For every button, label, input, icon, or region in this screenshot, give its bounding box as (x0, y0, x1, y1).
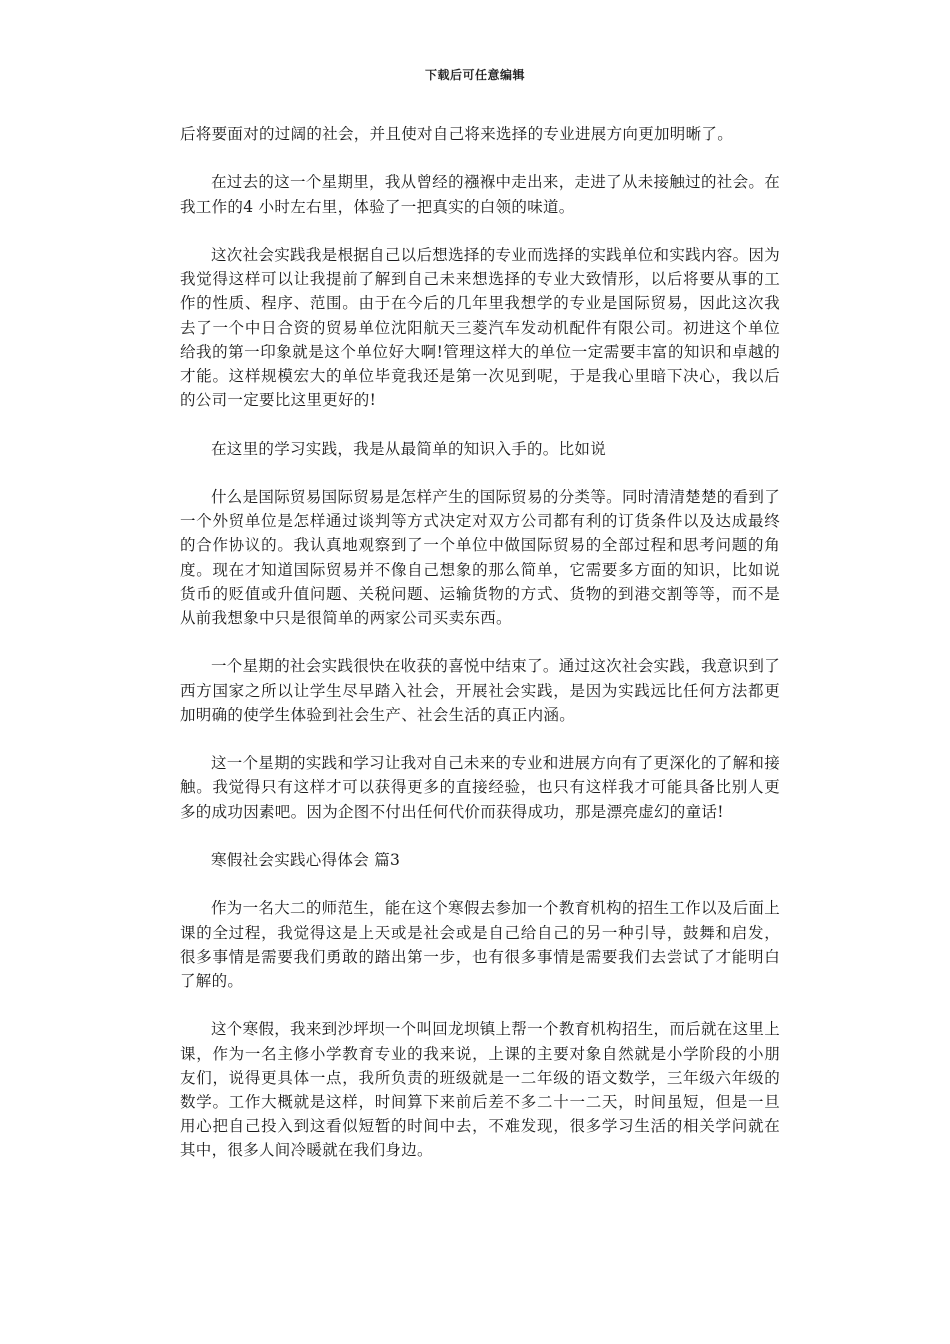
document-body (180, 122, 780, 1187)
paragraph: 作为一名大二的师范生，能在这个寒假去参加一个教育机构的招生工作以及后面上课的全过程，我觉得这是上天或是社会或是自己给自己的另一种引导，鼓舞和启发，很多事情是需要我们勇敢的踏出第一步，也有很多事情是需要我们去尝试了才能明白了解的。 (180, 899, 780, 990)
paragraph: 这个寒假，我来到沙坪坝一个叫回龙坝镇上帮一个教育机构招生，而后就在这里上课，作为一名主修小学教育专业的我来说，上课的主要对象自然就是小学阶段的小朋友们，说得更具体一点，我所负责的班级就是一二年级的语文数学，三年级六年级的数学。工作大概就是这样，时间算下来前后差不多二十一二天，时间虽短，但是一旦用心把自己投入到这看似短暂的时间中去，不难发现，很多学习生活的相关学问就在其中，很多人间冷暖就在我们身边。 (180, 1020, 780, 1160)
paragraph: 什么是国际贸易国际贸易是怎样产生的国际贸易的分类等。同时清清楚楚的看到了一个外贸单位是怎样通过谈判等方式决定对双方公司都有利的订货条件以及达成最终的合作协议的。我认真地观察到了一个单位中做国际贸易的全部过程和思考问题的角度。现在才知道国际贸易并不像自己想象的那么简单，它需要多方面的知识，比如说货币的贬值或升值问题、关税问题、运输货物的方式、货物的到港交割等等，而不是从前我想象中只是很简单的两家公司买卖东西。 (180, 487, 780, 627)
page-header: 下载后可任意编辑 (424, 68, 525, 82)
paragraph-continuation: 后将要面对的过阔的社会，并且使对自己将来选择的专业进展方向更加明晰了。 (180, 125, 734, 143)
paragraph: 这一个星期的实践和学习让我对自己未来的专业和进展方向有了更深化的了解和接触。我觉得只有这样才可以获得更多的直接经验，也只有这样我才可能具备比别人更多的成功因素吧。因为企图不付出任何代价而获得成功，那是漂亮虚幻的童话! (180, 754, 780, 821)
section-heading: 寒假社会实践心得体会 篇3 (211, 850, 401, 869)
paragraph: 这次社会实践我是根据自己以后想选择的专业而选择的实践单位和实践内容。因为我觉得这样可以让我提前了解到自己未来想选择的专业大致情形，以后将要从事的工作的性质、程序、范围。由于在今后的几年里我想学的专业是国际贸易，因此这次我去了一个中日合资的贸易单位沈阳航天三菱汽车发动机配件有限公司。初进这个单位给我的第一印象就是这个单位好大啊!管理这样大的单位一定需要丰富的知识和卓越的才能。这样规模宏大的单位毕竟我还是第一次见到呢，于是我心里暗下决心，我以后的公司一定要比这里更好的! (180, 245, 780, 410)
paragraph: 在过去的这一个星期里，我从曾经的襁褓中走出来，走进了从未接触过的社会。在我工作的4 小时左右里，体验了一把真实的白领的味道。 (180, 173, 780, 216)
paragraph: 一个星期的社会实践很快在收获的喜悦中结束了。通过这次社会实践，我意识到了西方国家之所以让学生尽早踏入社会，开展社会实践，是因为实践远比任何方法都更加明确的使学生体验到社会生产、社会生活的真正内涵。 (180, 657, 780, 724)
paragraph: 在这里的学习实践，我是从最简单的知识入手的。比如说 (211, 439, 607, 458)
